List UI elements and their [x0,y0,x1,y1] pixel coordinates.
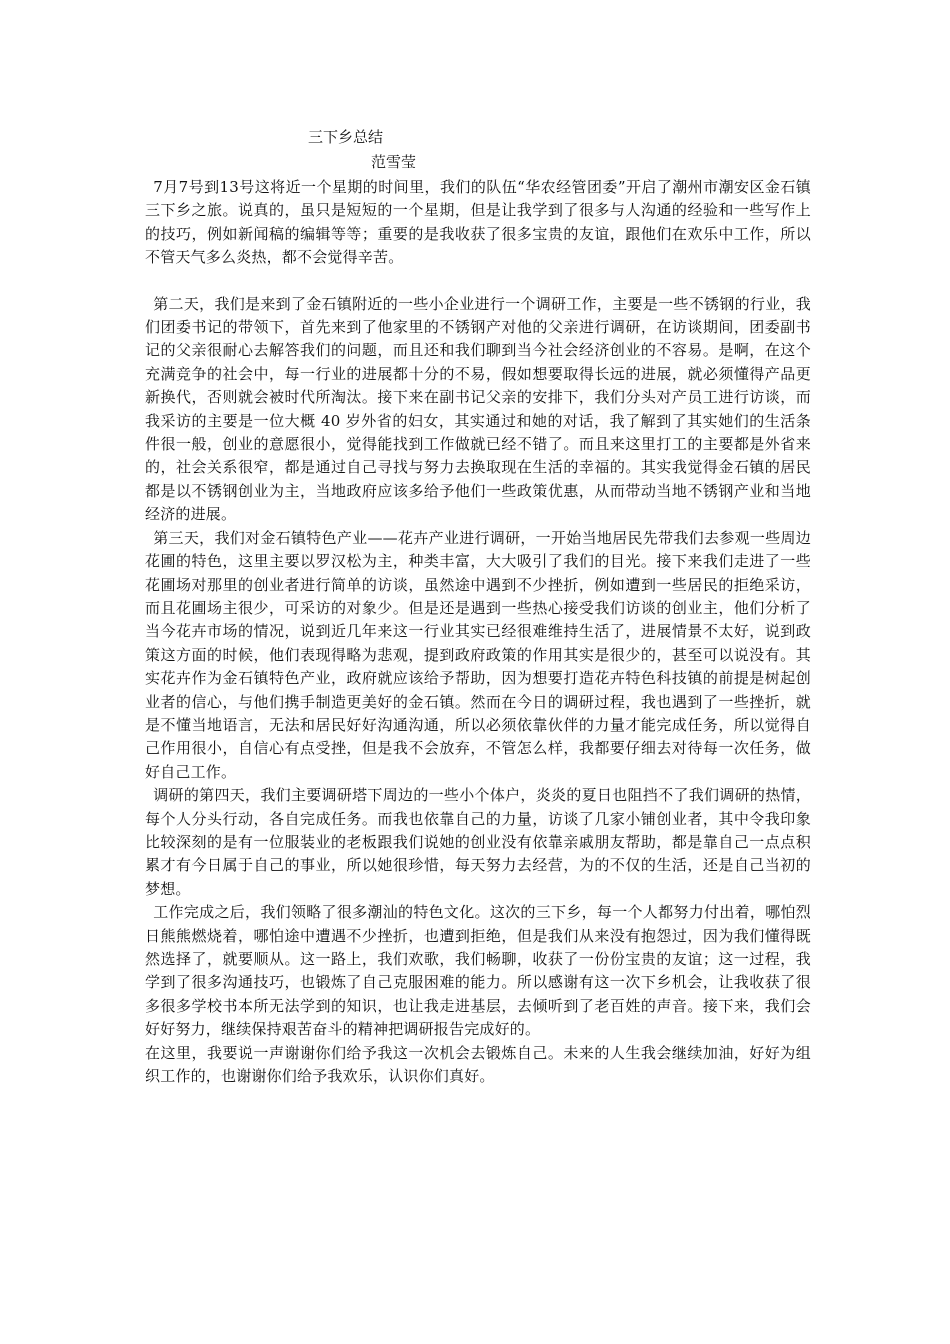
paragraph-day-two: 第二天，我们是来到了金石镇附近的一些小企业进行一个调研工作，主要是一些不锈钢的行业，我们团委书记的带领下，首先来到了他家里的不锈钢产对他的父亲进行调研，在访谈期间，团委副书记的父亲很耐心去解答我们的问题，而且还和我们聊到当今社会经济创业的不容易。是啊，在这个充满竞争的社会中，每一行业的进展都十分的不易，假如想要取得长远的进展，就必须懂得产品更新换代，否则就会被时代所淘汰。接下来在副书记父亲的安排下，我们分头对产员工进行访谈，而我采访的主要是一位大概 40 岁外省的妇女，其实通过和她的对话，我了解到了其实她们的生活条件很一般，创业的意愿很小，觉得能找到工作做就已经不错了。而且来这里打工的主要都是外省来的，社会关系很窄，都是通过自己寻找与努力去换取现在生活的幸福的。其实我觉得金石镇的居民都是以不锈钢创业为主，当地政府应该多给予他们一些政策优惠，从而带动当地不锈钢产业和当地经济的进展。 [145,294,811,524]
paragraph-day-three: 第三天，我们对金石镇特色产业——花卉产业进行调研，一开始当地居民先带我们去参观一些周边花圃的特色，这里主要以罗汉松为主，种类丰富，大大吸引了我们的目光。接下来我们走进了一些花圃场对那里的创业者进行简单的访谈，虽然途中遇到不少挫折，例如遭到一些居民的拒绝采访，而且花圃场主很少，可采访的对象少。但是还是遇到一些热心接受我们访谈的创业主，他们分析了当今花卉市场的情况，说到近几年来这一行业其实已经很难维持生活了，进展情景不太好，说到政策这方面的时候，他们表现得略为悲观，提到政府政策的作用其实是很少的，甚至可以说没有。其实花卉作为金石镇特色产业，政府就应该给予帮助，因为想要打造花卉特色科技镇的前提是树起创业者的信心，与他们携手制造更美好的金石镇。然而在今日的调研过程，我也遇到了一些挫折，就是不懂当地语言，无法和居民好好沟通沟通，所以必须依靠伙伴的力量才能完成任务，所以觉得自己作用很小，自信心有点受挫，但是我不会放弃，不管怎么样，我都要仔细去对待每一次任务，做好自己工作。 [145,528,811,781]
paragraph-intro: 7月7号到13号这将近一个星期的时间里，我们的队伍“华农经管团委”开启了潮州市潮安区金石镇三下乡之旅。说真的，虽只是短短的一个星期，但是让我学到了很多与人沟通的经验和一些写作上的技巧，例如新闻稿的编辑等等；重要的是我收获了很多宝贵的友谊，跟他们在欢乐中工作，所以不管天气多么炎热，都不会觉得辛苦。 [145,178,811,267]
paragraph-thanks: 在这里，我要说一声谢谢你们给予我这一次机会去锻炼自己。未来的人生我会继续加油，好好为组织工作的，也谢谢你们给予我欢乐，认识你们真好。 [145,1043,811,1086]
paragraph-spacer [145,270,811,293]
paragraph-day-four: 调研的第四天，我们主要调研塔下周边的一些小个体户，炎炎的夏日也阻挡不了我们调研的热情，每个人分头行动，各自完成任务。而我也依靠自己的力量，访谈了几家小铺创业者，其中令我印象比较深刻的是有一位服装业的老板跟我们说她的创业没有依靠亲戚朋友帮助，都是靠自己一点点积累才有今日属于自己的事业，所以她很珍惜，每天努力去经营，为的不仅的生活，还是自己当初的梦想。 [145,786,811,898]
document-author: 范雪莹 [371,153,417,171]
document-body [145,176,811,1088]
paragraph-summary: 工作完成之后，我们领略了很多潮汕的特色文化。这次的三下乡，每一个人都努力付出着，哪怕烈日熊熊燃烧着，哪怕途中遭遇不少挫折，也遭到拒绝，但是我们从来没有抱怨过，因为我们懂得既然选择了，就要顺从。这一路上，我们欢歌，我们畅聊，收获了一份份宝贵的友谊；这一过程，我学到了很多沟通技巧，也锻炼了自己克服困难的能力。所以感谢有这一次下乡机会，让我收获了很多很多学校书本所无法学到的知识，也让我走进基层，去倾听到了老百姓的声音。接下来，我们会好好努力，继续保持艰苦奋斗的精神把调研报告完成好的。 [145,903,811,1039]
document-title: 三下乡总结 [308,128,384,146]
